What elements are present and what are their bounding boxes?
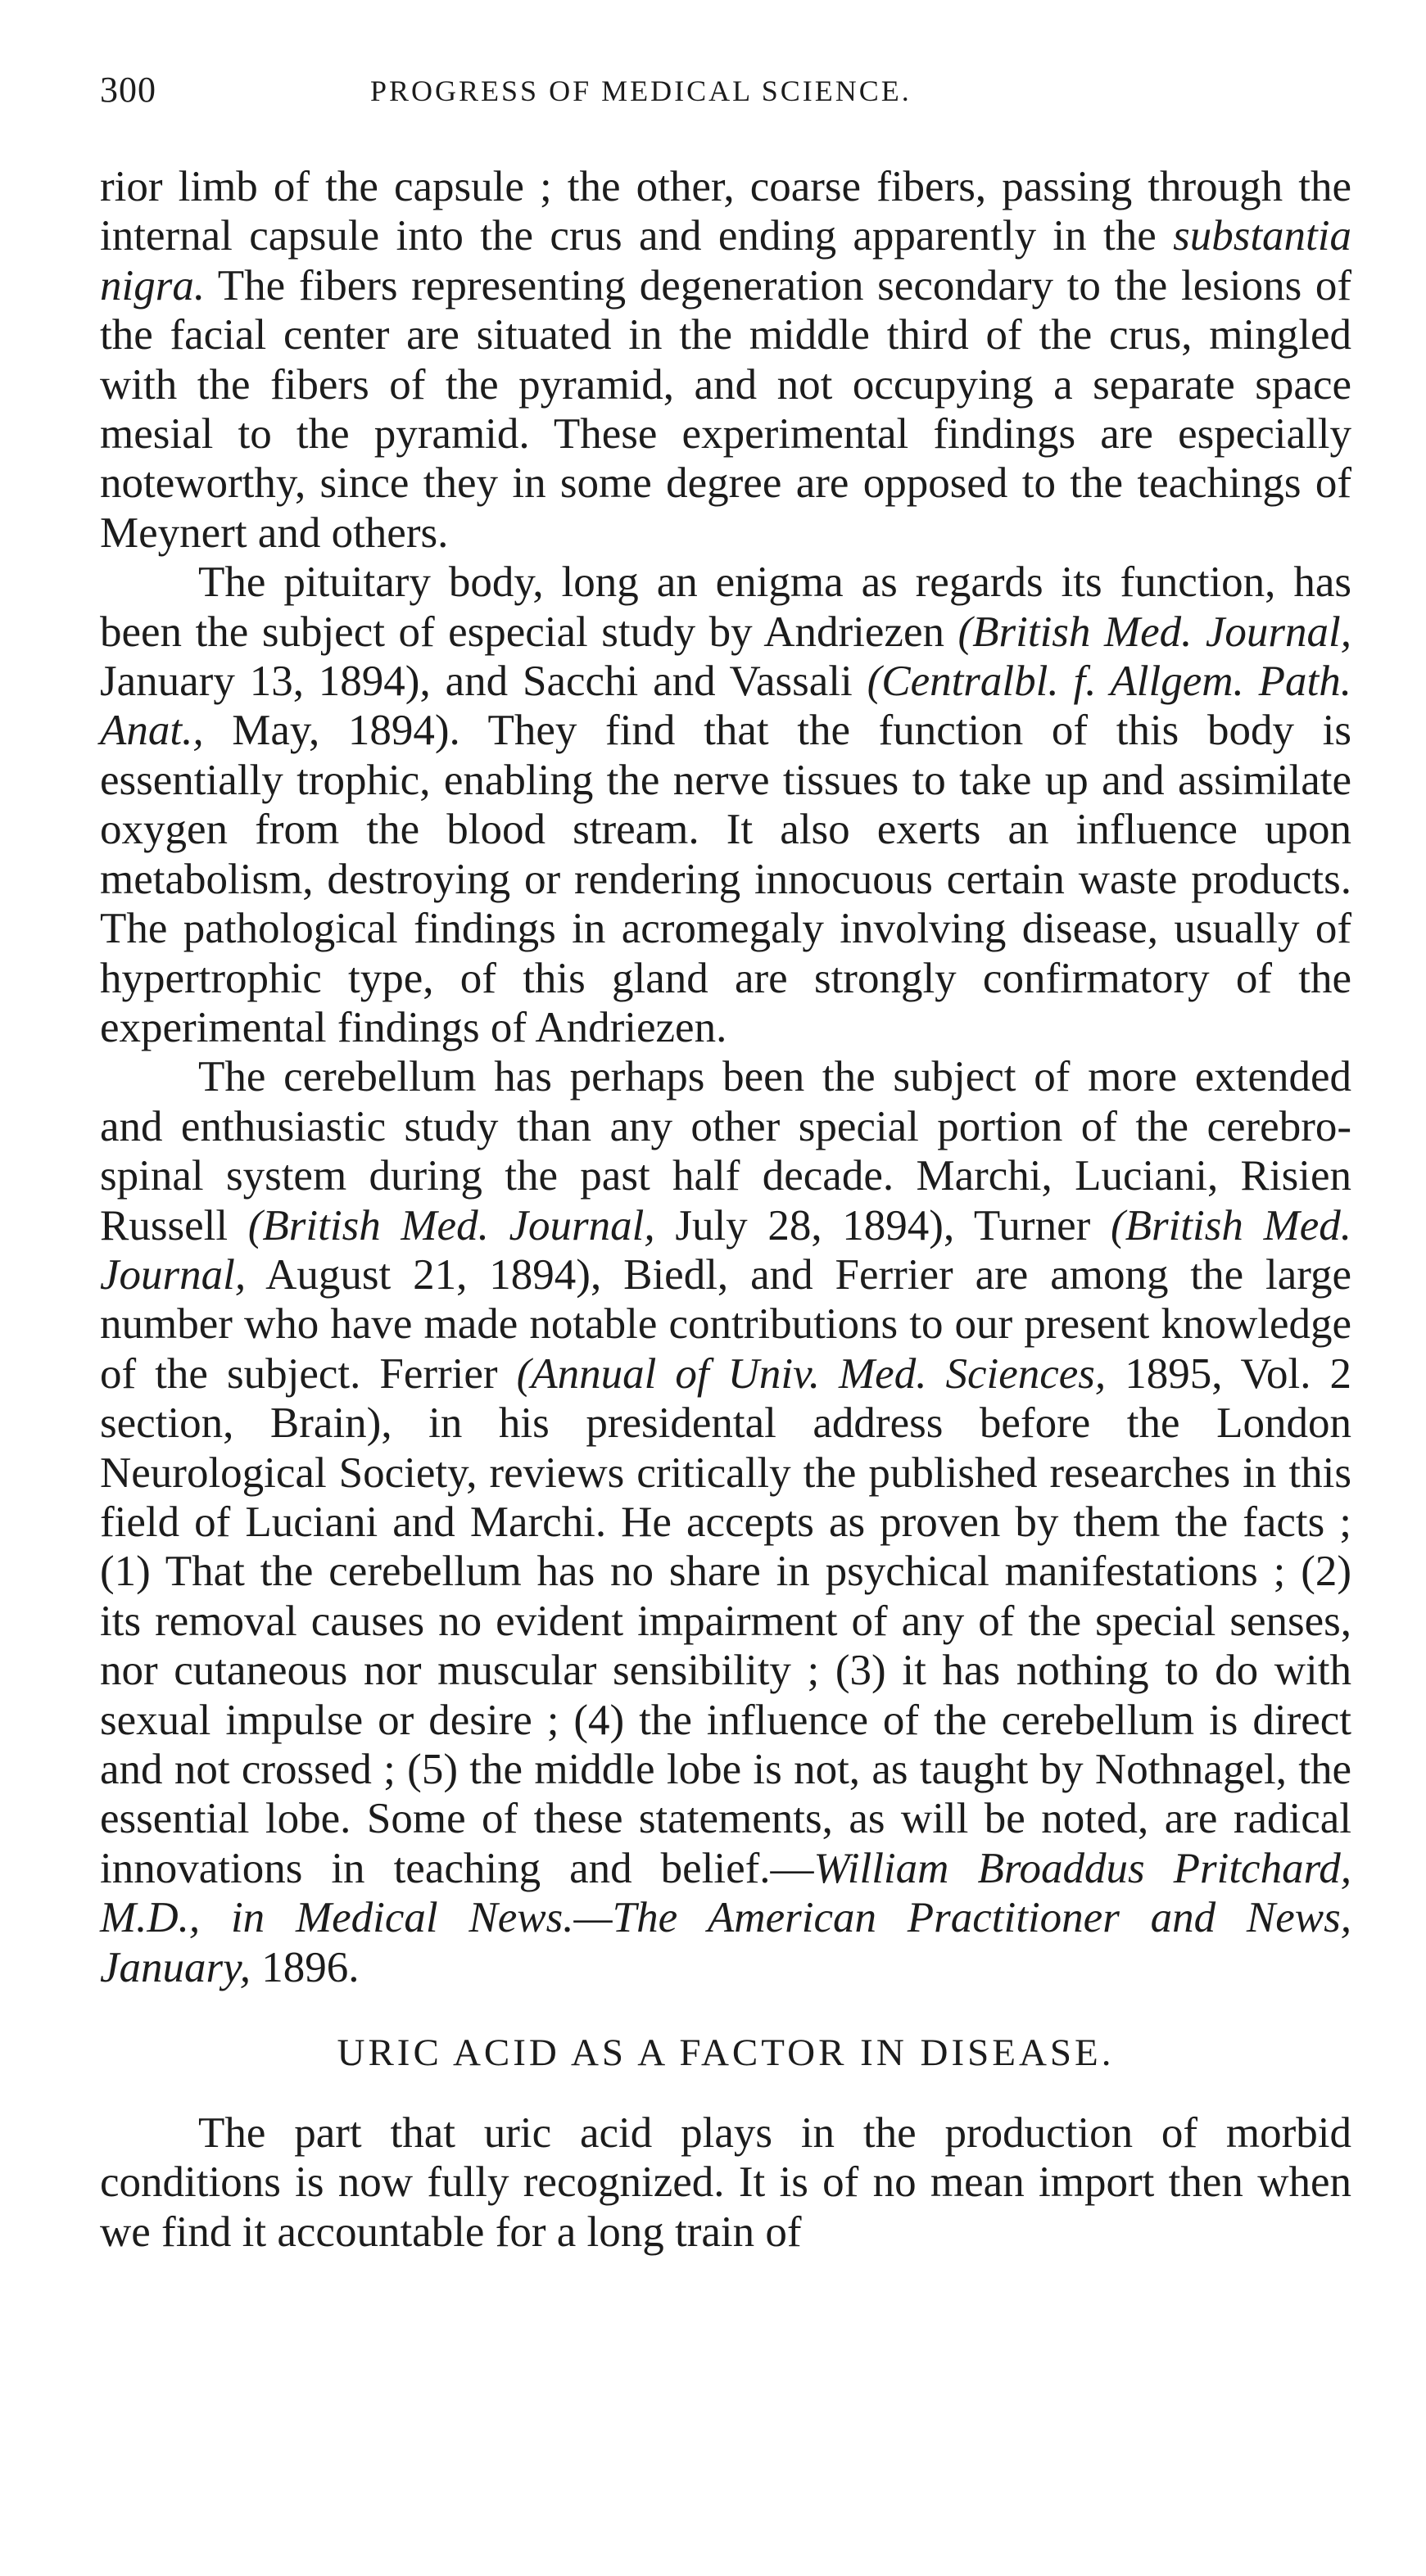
text-run: The cerebellum has perhaps been the subject of more extended and enthusiastic study than any other special portion of the cerebro-spinal system during the past half decade. Marchi, Luciani, Risien Russell bbox=[100, 1053, 1351, 1250]
running-head bbox=[100, 69, 1351, 126]
text-run: January 13, 1894), and Sacchi and Vassali bbox=[100, 658, 867, 706]
text-run: July 28, 1894), Turner bbox=[654, 1201, 1111, 1250]
text-run: The pituitary body, long an enigma as regards its function, has been the subject of especial study by Andriezen bbox=[100, 558, 1351, 656]
paragraph-2 bbox=[100, 558, 1351, 1052]
text-run: 1896. bbox=[251, 1943, 360, 1991]
running-title: PROGRESS OF MEDICAL SCIENCE. bbox=[370, 75, 912, 107]
paragraph-3 bbox=[100, 1052, 1351, 1992]
text-run: The fibers representing degeneration secondary to the lesions of the facial center are situated in the middle third of the crus, mingled with the fibers of the pyramid, and not occupying a separate space mesial to the pyramid. These experimental findings are especially noteworthy, since they in some degree are opposed to the teachings of Meynert and others. bbox=[100, 261, 1351, 557]
text-run: May, 1894). They find that the function of this body is essentially trophic, enabling the nerve tissues to take up and assimilate oxygen from the blood stream. It also exerts an influence upon metabolism, destroying or rendering innocuous certain waste products. The pathological findings in acromegaly involving disease, usually of hypertrophic type, of this gland are strongly confirmatory of the experimental findings of Andriezen. bbox=[100, 707, 1351, 1051]
citation: (British Med. Journal, bbox=[247, 1201, 655, 1250]
citation: (British Med. Journal, bbox=[100, 1201, 1351, 1299]
text-run: rior limb of the capsule ; the other, coarse fibers, passing through the internal capsule into the crus and ending apparently in the bbox=[100, 163, 1351, 260]
text-run: August 21, 1894), Biedl, and Ferrier are among the large number who have made notable contributions to our present knowledge of the subject. Ferrier bbox=[100, 1250, 1351, 1398]
section-heading: URIC ACID AS A FACTOR IN DISEASE. bbox=[337, 2031, 1115, 2075]
paragraph-1 bbox=[100, 162, 1351, 558]
page-number: 300 bbox=[100, 70, 156, 110]
body-text bbox=[100, 162, 1351, 2257]
citation: (British Med. Journal, bbox=[957, 608, 1352, 656]
text-run: The part that uric acid plays in the production of morbid conditions is now fully recognized. It is of no mean import then when we find it accountable for a long train of bbox=[100, 2109, 1351, 2256]
citation: (Centralbl. f. Allgem. Path. Anat., bbox=[100, 658, 1351, 755]
paragraph-4 bbox=[100, 2108, 1351, 2257]
citation: (Annual of Univ. Med. Sciences, bbox=[516, 1349, 1107, 1398]
book-page bbox=[100, 69, 1351, 2257]
text-run: 1895, Vol. 2 section, Brain), in his presidental address before the London Neurological Society, reviews critically the published researches in this field of Luciani and Marchi. He accepts as proven by them the facts ; (1) That the cerebellum has no share in psychical manifestations ; (2) its removal causes no evident impairment of any of the special senses, nor cutaneous nor muscular sensibility ; (3) it has nothing to do with sexual impulse or desire ; (4) the influence of the cerebellum is direct and not crossed ; (5) the middle lobe is not, as taught by Nothnagel, the essential lobe. Some of these statements, as will be noted, are radical innovations in teaching and belief.— bbox=[100, 1349, 1351, 1892]
attribution: William Broaddus Pritchard, M.D., in Medical News.—The American Practitioner and News, January, bbox=[100, 1844, 1351, 1991]
italic-run: substantia nigra. bbox=[100, 212, 1351, 310]
